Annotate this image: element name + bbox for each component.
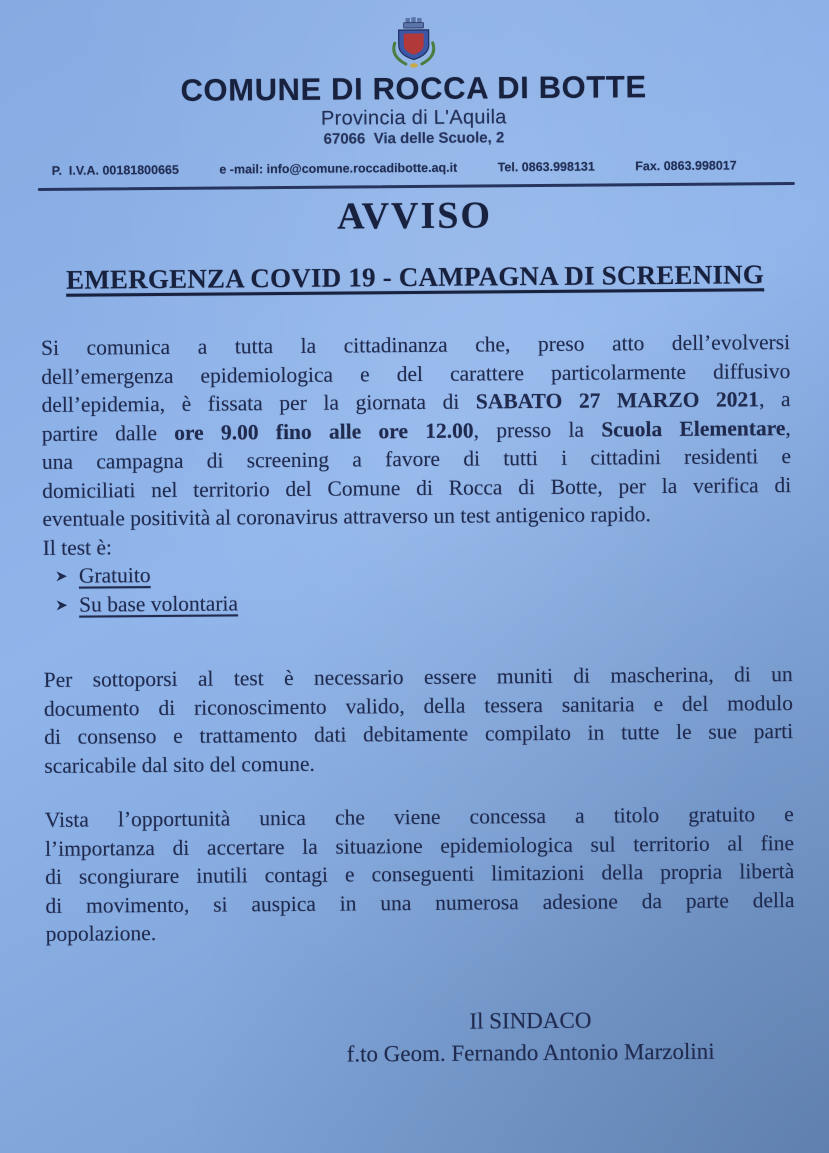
municipal-coat-of-arms-icon: [386, 14, 440, 70]
contact-row: [40, 158, 789, 178]
text-line: scaricabile dal sito del comune.: [44, 751, 315, 778]
arrow-bullet-icon: [56, 600, 68, 611]
paragraph-3: [45, 800, 795, 948]
bullet-label: Gratuito: [78, 563, 151, 588]
vat-number: P. I.V.A. 00181800665: [51, 162, 179, 178]
list-intro: Il test è:: [42, 534, 113, 560]
bullet-label: Su base volontaria: [79, 591, 239, 617]
text-line: Vista l’opportunità unica che viene concessa a titolo gratuito e: [44, 802, 794, 832]
paragraph-1: [41, 328, 792, 533]
signature-name: f.to Geom. Fernando Antonio Marzolini: [346, 1038, 715, 1067]
text-line: dell’emergenza epidemiologica e del carattere particolarmente diffusivo: [41, 358, 791, 389]
province-line: Provincia di L'Aquila: [320, 106, 507, 130]
phone-number: Tel. 0863.998131: [497, 159, 595, 175]
email-address: e -mail: info@comune.roccadibotte.aq.it: [219, 160, 458, 177]
text-line: Per sottoporsi al test è necessario essere muniti di mascherina, di un: [43, 662, 793, 692]
text-line: l’importanza di accertare la situazione epidemiologica sul territorio al fine: [44, 830, 795, 861]
ribbon: [409, 63, 417, 67]
text-line: una campagna di screening a favore di tutti i cittadini residenti e: [41, 444, 792, 474]
notice-title: AVVISO: [336, 194, 493, 238]
address-line: 67066 Via delle Scuole, 2: [323, 129, 505, 148]
notice-subject: EMERGENZA COVID 19 - CAMPAGNA DI SCREENING: [65, 259, 765, 295]
signature-block: [295, 1003, 765, 1071]
text-line: documento di riconoscimento valido, della tessera sanitaria e del modulo: [43, 690, 794, 721]
text-line: Si comunica a tutta la cittadinanza che, preso atto dell’evolversi: [41, 330, 791, 360]
signature-role: Il SINDACO: [469, 1007, 592, 1034]
header-divider: [38, 182, 795, 191]
text-line: domiciliati nel territorio del Comune di Rocca di Botte, per la verifica di: [42, 472, 792, 503]
municipal-crest: [38, 11, 787, 71]
fax-number: Fax. 0863.998017: [635, 158, 737, 174]
bullet-item: [56, 585, 792, 620]
text-line: popolazione.: [45, 921, 157, 946]
text-line: di consenso e trattamento dati debitamente compilato in tutte le sue parti: [44, 719, 794, 749]
paragraph-2: [44, 660, 794, 780]
crown-crenel: [411, 17, 415, 23]
text-line: di scongiurare inutili contagi e conseguenti limitazioni della propria libertà: [45, 859, 795, 889]
bullet-list: [56, 556, 792, 620]
text-line: partire dalle ore 9.00 fino alle ore 12.00, presso la Scuola Elementare,: [41, 415, 791, 446]
text-line: dell’epidemia, è fissata per la giornata di SABATO 27 MARZO 2021, a: [41, 387, 791, 417]
notice-body: [41, 328, 795, 948]
text-line: eventuale positività al coronavirus attraverso un test antigenico rapido.: [42, 502, 651, 531]
text-line: di movimento, si auspica in una numerosa adesione da parte della: [45, 887, 795, 918]
crown-band: [403, 23, 423, 29]
municipality-name: COMUNE DI ROCCA DI BOTTE: [180, 69, 647, 108]
arrow-bullet-icon: [56, 571, 68, 582]
